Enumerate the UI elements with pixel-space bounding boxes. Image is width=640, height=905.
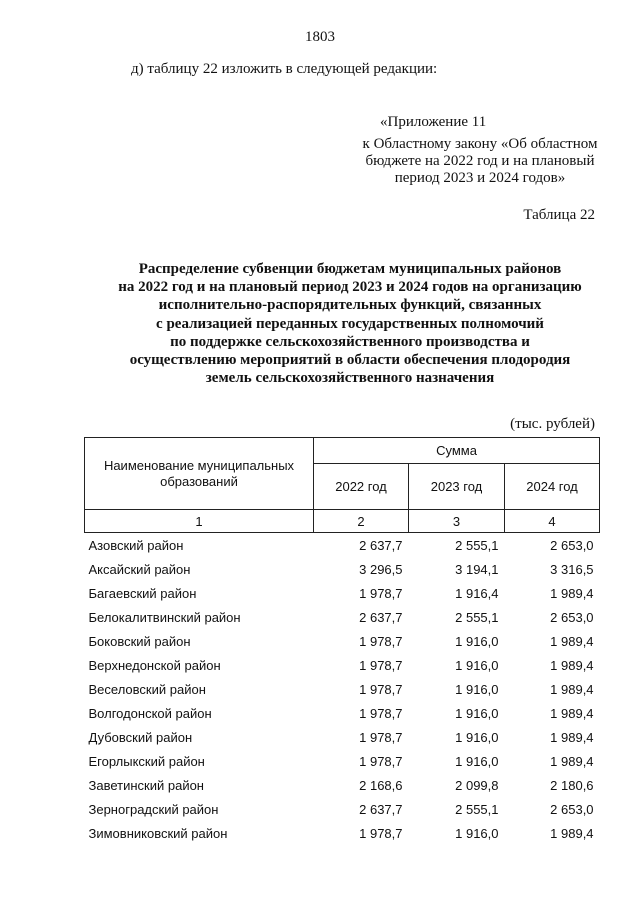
column-number: 1 <box>85 510 314 533</box>
title-line: земель сельскохозяйственного назначения <box>205 370 495 387</box>
appendix-line: период 2023 и 2024 годов» <box>394 170 566 186</box>
value-2023: 1 916,0 <box>455 633 499 649</box>
value-2023: 1 916,0 <box>455 729 499 745</box>
value-2022: 2 637,7 <box>359 801 403 817</box>
value-2023: 3 194,1 <box>455 561 499 577</box>
appendix-title: «Приложение 11 <box>380 114 487 130</box>
value-2022: 1 978,7 <box>359 729 403 745</box>
value-2023: 2 555,1 <box>455 537 499 553</box>
value-2024: 1 989,4 <box>550 825 594 841</box>
value-2023: 1 916,0 <box>455 825 499 841</box>
document-title <box>80 260 620 387</box>
value-2023: 2 555,1 <box>455 801 499 817</box>
value-2024: 1 989,4 <box>550 681 594 697</box>
column-number: 4 <box>505 510 600 533</box>
value-2023: 2 099,8 <box>455 777 499 793</box>
value-2024: 1 989,4 <box>550 633 594 649</box>
value-2024: 1 989,4 <box>550 729 594 745</box>
units-label: (тыс. рублей) <box>510 416 595 432</box>
municipality-name: Верхнедонской район <box>88 657 221 673</box>
header-name: Наименование муниципальных образований <box>85 438 314 510</box>
value-2024: 3 316,5 <box>550 561 594 577</box>
header-year-2024: 2024 год <box>505 464 600 510</box>
value-2022: 2 637,7 <box>359 537 403 553</box>
header-sum: Сумма <box>314 438 600 464</box>
table-row <box>85 581 600 605</box>
value-2022: 1 978,7 <box>359 657 403 673</box>
intro-text: д) таблицу 22 изложить в следующей редакции: <box>131 61 438 77</box>
table-body <box>85 533 600 846</box>
value-2024: 1 989,4 <box>550 705 594 721</box>
value-2024: 1 989,4 <box>550 585 594 601</box>
value-2024: 2 653,0 <box>550 609 594 625</box>
table-row <box>85 749 600 773</box>
table-row <box>85 725 600 749</box>
municipality-name: Зерноградский район <box>88 801 219 817</box>
title-line: исполнительно-распорядительных функций, связанных <box>158 297 542 314</box>
value-2022: 2 637,7 <box>359 609 403 625</box>
municipality-name: Боковский район <box>88 633 191 649</box>
value-2024: 2 653,0 <box>550 537 594 553</box>
value-2022: 1 978,7 <box>359 681 403 697</box>
table-row <box>85 629 600 653</box>
title-line: по поддержке сельскохозяйственного производства и <box>170 333 530 350</box>
municipality-name: Дубовский район <box>88 729 193 745</box>
value-2024: 2 180,6 <box>550 777 594 793</box>
value-2024: 1 989,4 <box>550 657 594 673</box>
municipality-name: Багаевский район <box>88 585 197 601</box>
table-row <box>85 797 600 821</box>
municipality-name: Волгодонской район <box>88 705 212 721</box>
column-number: 3 <box>409 510 505 533</box>
table-row <box>85 773 600 797</box>
value-2022: 1 978,7 <box>359 705 403 721</box>
title-line: на 2022 год и на плановый период 2023 и 2024 годов на организацию <box>118 279 582 296</box>
header-year-2022: 2022 год <box>314 464 409 510</box>
title-line: с реализацией переданных государственных полномочий <box>156 315 544 332</box>
page-number: 1803 <box>305 29 335 45</box>
municipality-name: Аксайский район <box>88 561 191 577</box>
municipality-name: Белокалитвинский район <box>88 609 241 625</box>
municipality-name: Заветинский район <box>88 777 204 793</box>
value-2023: 1 916,0 <box>455 753 499 769</box>
header-year-2023: 2023 год <box>409 464 505 510</box>
value-2022: 1 978,7 <box>359 825 403 841</box>
table-row <box>85 557 600 581</box>
table-row <box>85 821 600 845</box>
value-2023: 2 555,1 <box>455 609 499 625</box>
value-2023: 1 916,0 <box>455 681 499 697</box>
table-row <box>85 533 600 558</box>
table-row <box>85 701 600 725</box>
value-2022: 1 978,7 <box>359 633 403 649</box>
municipality-name: Зимовниковский район <box>88 825 228 841</box>
value-2024: 2 653,0 <box>550 801 594 817</box>
value-2022: 2 168,6 <box>359 777 403 793</box>
appendix-line: к Областному закону «Об областном <box>362 136 598 152</box>
title-line: Распределение субвенции бюджетам муниципальных районов <box>138 261 562 277</box>
municipality-name: Егорлыкский район <box>88 753 205 769</box>
value-2022: 3 296,5 <box>359 561 403 577</box>
municipality-name: Веселовский район <box>88 681 206 697</box>
title-line: осуществлению мероприятий в области обеспечения плодородия <box>129 352 571 369</box>
value-2023: 1 916,0 <box>455 657 499 673</box>
appendix-line: бюджете на 2022 год и на плановый <box>365 153 595 169</box>
table-row <box>85 677 600 701</box>
subvention-table <box>84 437 600 845</box>
value-2022: 1 978,7 <box>359 585 403 601</box>
table-row <box>85 605 600 629</box>
municipality-name: Азовский район <box>88 537 184 553</box>
value-2022: 1 978,7 <box>359 753 403 769</box>
value-2024: 1 989,4 <box>550 753 594 769</box>
table-label: Таблица 22 <box>523 207 595 223</box>
appendix-reference <box>330 136 630 187</box>
value-2023: 1 916,4 <box>455 585 499 601</box>
column-number: 2 <box>314 510 409 533</box>
table-row <box>85 653 600 677</box>
value-2023: 1 916,0 <box>455 705 499 721</box>
